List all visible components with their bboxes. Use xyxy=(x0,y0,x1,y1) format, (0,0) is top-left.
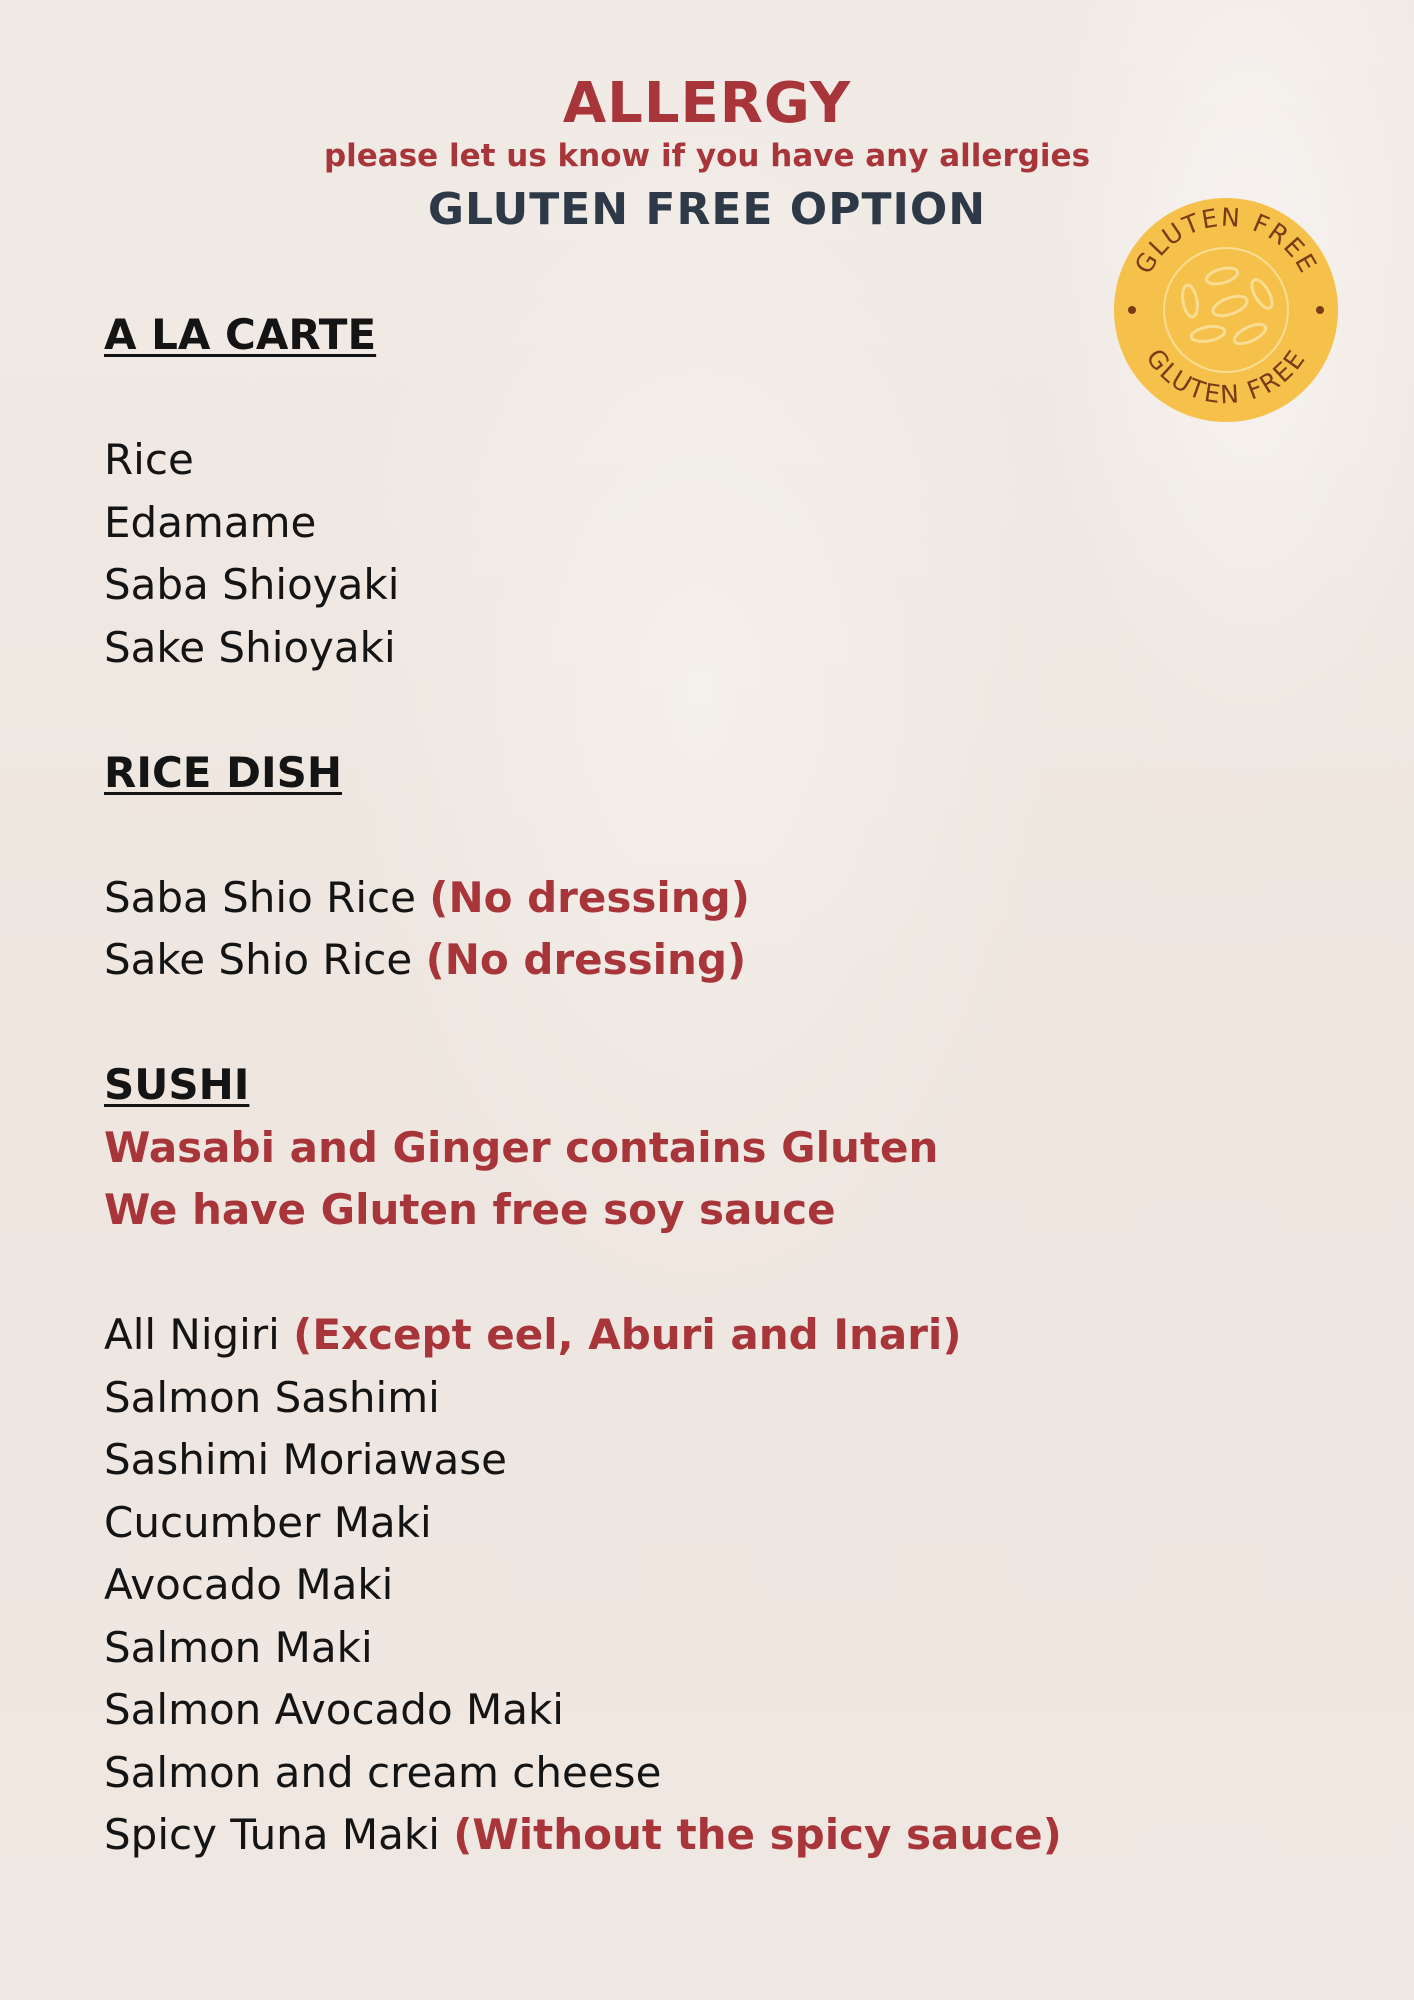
menu-item: Rice xyxy=(104,435,194,484)
badge-bottom-text: GLUTEN FREE xyxy=(1140,343,1312,410)
menu-item-name: Spicy Tuna Maki xyxy=(104,1810,440,1859)
menu-item: Edamame xyxy=(104,497,317,547)
gluten-free-title: GLUTEN FREE OPTION xyxy=(427,184,987,235)
menu-item: Salmon Sashimi xyxy=(104,1372,440,1422)
menu-item: Salmon Maki xyxy=(104,1622,373,1672)
section-heading-rice-dish: RICE DISH xyxy=(104,747,342,797)
section-heading-a-la-carte: A LA CARTE xyxy=(104,310,377,359)
menu-item: Salmon Avocado Maki xyxy=(104,1685,564,1734)
menu-item: Salmon and cream cheese xyxy=(104,1747,662,1797)
menu-item xyxy=(104,929,1304,992)
menu-item: Sashimi Moriawase xyxy=(104,1435,507,1484)
menu-content xyxy=(104,304,1304,1867)
menu-item-name: Sake Shio Rice xyxy=(104,935,413,984)
menu-item xyxy=(104,1804,1304,1867)
menu-item-name: Saba Shio Rice xyxy=(104,872,416,922)
menu-item-note: (No dressing) xyxy=(425,935,747,984)
page-title: ALLERGY xyxy=(562,71,852,136)
gluten-warning: Wasabi and Ginger contains Gluten xyxy=(104,1122,939,1172)
menu-item: Avocado Maki xyxy=(104,1560,394,1609)
allergy-subtitle: please let us know if you have any allergies xyxy=(323,138,1091,174)
menu-item xyxy=(104,1304,1304,1367)
badge-top-text: GLUTEN FREE xyxy=(1128,202,1324,279)
menu-item xyxy=(104,867,1304,930)
menu-item-name: All Nigiri xyxy=(104,1310,280,1359)
menu-item-note: (Without the spicy sauce) xyxy=(453,1810,1062,1859)
soy-sauce-note: We have Gluten free soy sauce xyxy=(104,1185,836,1234)
menu-item-note: (Except eel, Aburi and Inari) xyxy=(293,1310,962,1359)
menu-item: Saba Shioyaki xyxy=(104,560,400,609)
menu-item: Sake Shioyaki xyxy=(104,622,396,672)
menu-item-note: (No dressing) xyxy=(429,872,750,922)
menu-item: Cucumber Maki xyxy=(104,1497,432,1547)
section-heading-sushi: SUSHI xyxy=(104,1060,250,1109)
